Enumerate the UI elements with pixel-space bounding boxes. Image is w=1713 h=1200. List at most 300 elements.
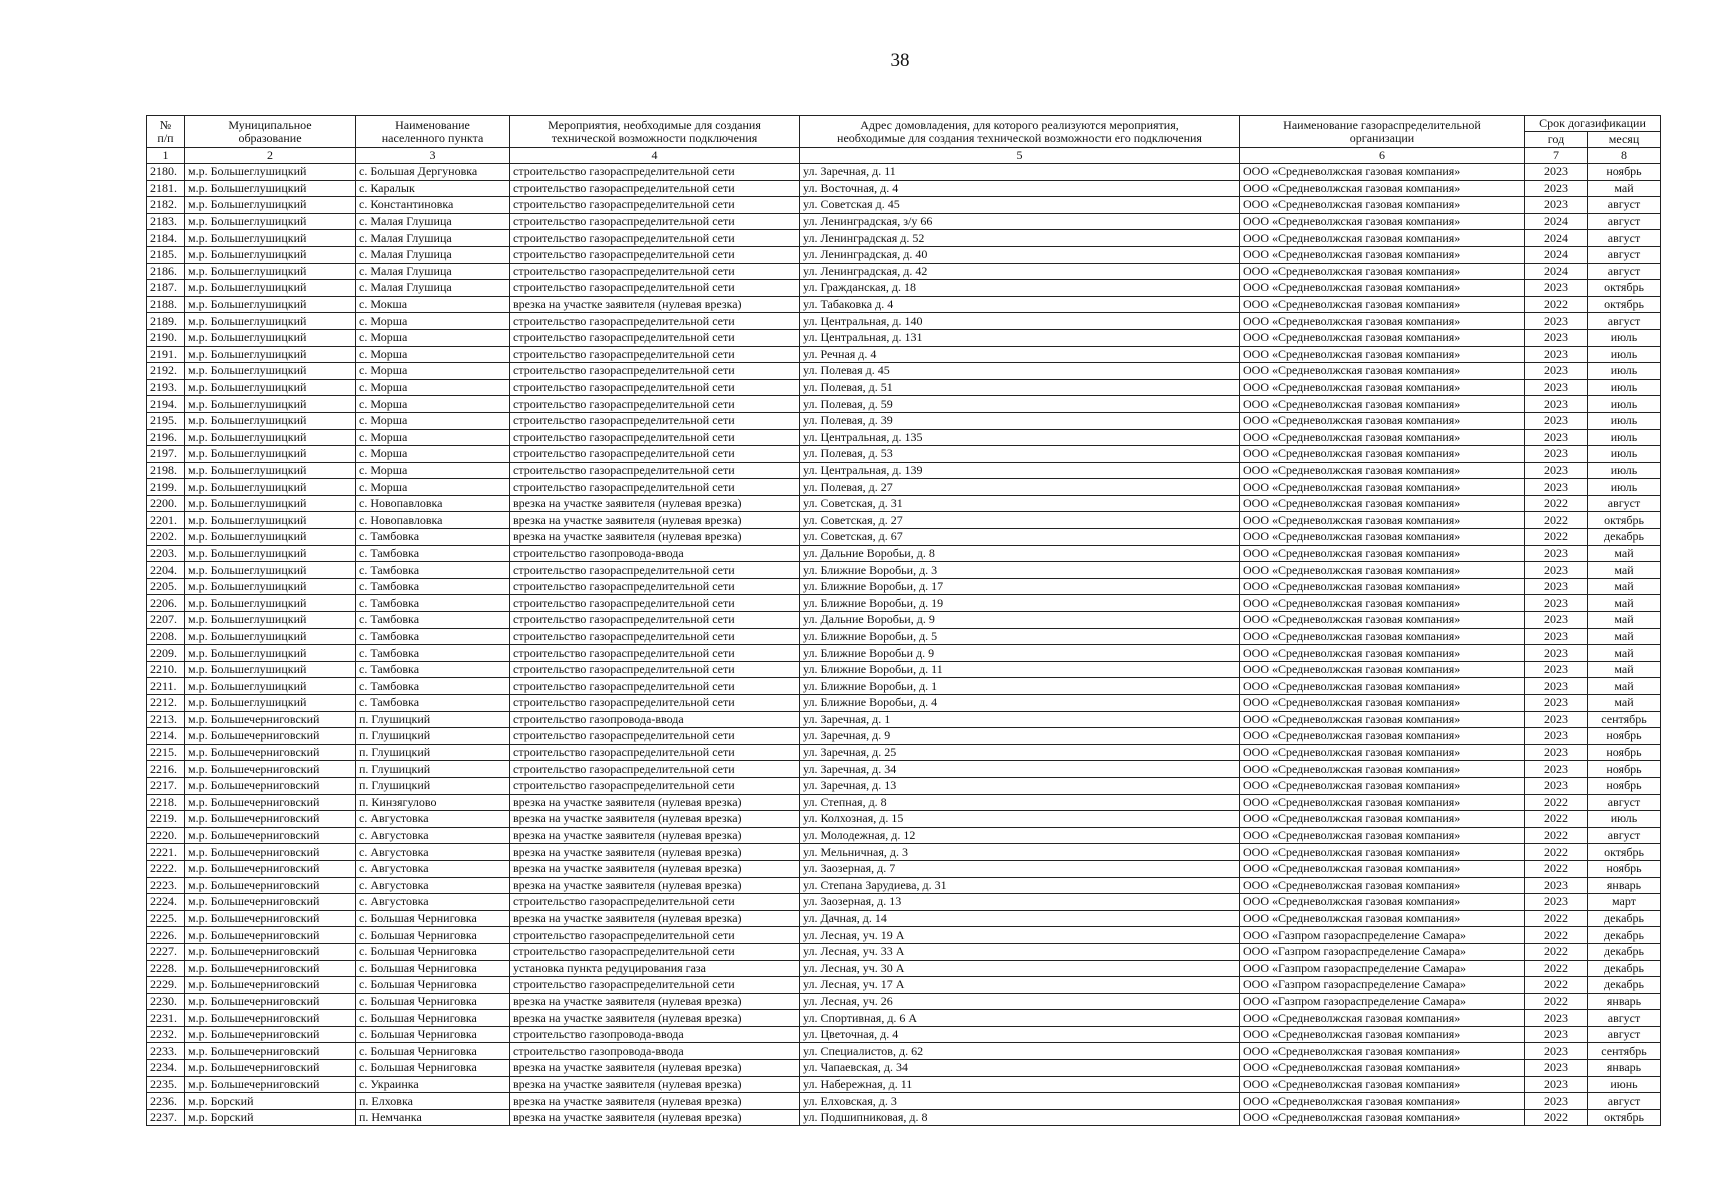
year-cell: 2023 [1525, 1093, 1588, 1110]
year-cell: 2023 [1525, 346, 1588, 363]
month-cell: сентябрь [1588, 711, 1661, 728]
row-number: 2224. [147, 894, 185, 911]
address-cell: ул. Ближние Воробьи, д. 4 [800, 695, 1240, 712]
year-cell: 2022 [1525, 495, 1588, 512]
settlement-cell: с. Большая Черниговка [356, 1043, 510, 1060]
address-cell: ул. Чапаевская, д. 34 [800, 1060, 1240, 1077]
table-row [147, 695, 1661, 712]
year-cell: 2022 [1525, 910, 1588, 927]
row-number: 2232. [147, 1026, 185, 1043]
org-cell: ООО «Средневолжская газовая компания» [1240, 412, 1525, 429]
municipality-cell: м.р. Большечерниговский [185, 794, 356, 811]
org-cell: ООО «Средневолжская газовая компания» [1240, 811, 1525, 828]
table-row [147, 545, 1661, 562]
measure-cell: строительство газопровода-ввода [510, 545, 800, 562]
municipality-cell: м.р. Большеглушицкий [185, 363, 356, 380]
municipality-cell: м.р. Большеглушицкий [185, 661, 356, 678]
measure-cell: установка пункта редуцирования газа [510, 960, 800, 977]
row-number: 2236. [147, 1093, 185, 1110]
municipality-cell: м.р. Большечерниговский [185, 827, 356, 844]
settlement-cell: с. Мокша [356, 296, 510, 313]
month-cell: август [1588, 197, 1661, 214]
row-number: 2186. [147, 263, 185, 280]
org-cell: ООО «Средневолжская газовая компания» [1240, 578, 1525, 595]
measure-cell: врезка на участке заявителя (нулевая врезка) [510, 512, 800, 529]
gasification-register-table [146, 115, 1661, 1126]
table-row [147, 744, 1661, 761]
month-cell: май [1588, 545, 1661, 562]
municipality-cell: м.р. Большеглушицкий [185, 678, 356, 695]
address-cell: ул. Центральная, д. 135 [800, 429, 1240, 446]
address-cell: ул. Елховская, д. 3 [800, 1093, 1240, 1110]
org-cell: ООО «Средневолжская газовая компания» [1240, 1060, 1525, 1077]
address-cell: ул. Лесная, уч. 33 А [800, 943, 1240, 960]
org-cell: ООО «Средневолжская газовая компания» [1240, 495, 1525, 512]
address-cell: ул. Подшипниковая, д. 8 [800, 1109, 1240, 1126]
column-index: 7 [1525, 148, 1588, 164]
settlement-cell: с. Малая Глушица [356, 230, 510, 247]
address-cell: ул. Заречная, д. 25 [800, 744, 1240, 761]
month-cell: май [1588, 578, 1661, 595]
org-cell: ООО «Средневолжская газовая компания» [1240, 1093, 1525, 1110]
address-cell: ул. Ленинградская, д. 40 [800, 246, 1240, 263]
settlement-cell: п. Кинзягулово [356, 794, 510, 811]
settlement-cell: с. Украинка [356, 1076, 510, 1093]
month-cell: август [1588, 827, 1661, 844]
year-cell: 2023 [1525, 595, 1588, 612]
measure-cell: врезка на участке заявителя (нулевая врезка) [510, 296, 800, 313]
municipality-cell: м.р. Большеглушицкий [185, 562, 356, 579]
org-cell: ООО «Средневолжская газовая компания» [1240, 1076, 1525, 1093]
measure-cell: строительство газораспределительной сети [510, 695, 800, 712]
table-row [147, 678, 1661, 695]
table-row [147, 761, 1661, 778]
row-number: 2219. [147, 811, 185, 828]
org-cell: ООО «Средневолжская газовая компания» [1240, 1109, 1525, 1126]
org-cell: ООО «Средневолжская газовая компания» [1240, 346, 1525, 363]
org-cell: ООО «Средневолжская газовая компания» [1240, 711, 1525, 728]
settlement-cell: с. Августовка [356, 860, 510, 877]
org-cell: ООО «Газпром газораспределение Самара» [1240, 943, 1525, 960]
year-cell: 2022 [1525, 827, 1588, 844]
measure-cell: строительство газораспределительной сети [510, 446, 800, 463]
org-cell: ООО «Средневолжская газовая компания» [1240, 1026, 1525, 1043]
table-row [147, 1093, 1661, 1110]
row-number: 2200. [147, 495, 185, 512]
measure-cell: строительство газораспределительной сети [510, 246, 800, 263]
table-row [147, 396, 1661, 413]
table-row [147, 844, 1661, 861]
address-cell: ул. Полевая, д. 39 [800, 412, 1240, 429]
org-cell: ООО «Средневолжская газовая компания» [1240, 728, 1525, 745]
municipality-cell: м.р. Большеглушицкий [185, 578, 356, 595]
address-cell: ул. Ленинградская д. 52 [800, 230, 1240, 247]
table-row [147, 313, 1661, 330]
row-number: 2201. [147, 512, 185, 529]
year-cell: 2023 [1525, 396, 1588, 413]
table-row [147, 943, 1661, 960]
settlement-cell: с. Тамбовка [356, 562, 510, 579]
measure-cell: строительство газораспределительной сети [510, 213, 800, 230]
row-number: 2202. [147, 529, 185, 546]
settlement-cell: с. Малая Глушица [356, 246, 510, 263]
table-row [147, 777, 1661, 794]
address-cell: ул. Речная д. 4 [800, 346, 1240, 363]
municipality-cell: м.р. Большечерниговский [185, 1026, 356, 1043]
org-cell: ООО «Средневолжская газовая компания» [1240, 595, 1525, 612]
row-number: 2217. [147, 777, 185, 794]
month-cell: январь [1588, 1060, 1661, 1077]
year-cell: 2023 [1525, 628, 1588, 645]
address-cell: ул. Ближние Воробьи, д. 3 [800, 562, 1240, 579]
measure-cell: врезка на участке заявителя (нулевая врезка) [510, 1010, 800, 1027]
month-cell: август [1588, 1093, 1661, 1110]
month-cell: июль [1588, 329, 1661, 346]
table-row [147, 612, 1661, 629]
org-cell: ООО «Средневолжская газовая компания» [1240, 263, 1525, 280]
row-number: 2199. [147, 479, 185, 496]
municipality-cell: м.р. Большеглушицкий [185, 180, 356, 197]
settlement-cell: с. Тамбовка [356, 529, 510, 546]
year-cell: 2023 [1525, 661, 1588, 678]
settlement-cell: с. Августовка [356, 844, 510, 861]
address-cell: ул. Полевая, д. 59 [800, 396, 1240, 413]
municipality-cell: м.р. Большеглушицкий [185, 612, 356, 629]
year-cell: 2023 [1525, 446, 1588, 463]
year-cell: 2023 [1525, 612, 1588, 629]
settlement-cell: с. Морша [356, 429, 510, 446]
measure-cell: строительство газораспределительной сети [510, 479, 800, 496]
settlement-cell: п. Немчанка [356, 1109, 510, 1126]
year-cell: 2023 [1525, 329, 1588, 346]
year-cell: 2022 [1525, 794, 1588, 811]
address-cell: ул. Заречная, д. 1 [800, 711, 1240, 728]
settlement-cell: с. Малая Глушица [356, 263, 510, 280]
year-cell: 2023 [1525, 1043, 1588, 1060]
org-cell: ООО «Средневолжская газовая компания» [1240, 612, 1525, 629]
header-org: Наименование газораспределительной организации [1240, 116, 1525, 148]
column-index: 4 [510, 148, 800, 164]
month-cell: март [1588, 894, 1661, 911]
table-row [147, 860, 1661, 877]
org-cell: ООО «Средневолжская газовая компания» [1240, 246, 1525, 263]
table-row [147, 993, 1661, 1010]
municipality-cell: м.р. Большеглушицкий [185, 628, 356, 645]
measure-cell: врезка на участке заявителя (нулевая врезка) [510, 910, 800, 927]
measure-cell: строительство газопровода-ввода [510, 1043, 800, 1060]
municipality-cell: м.р. Большечерниговский [185, 744, 356, 761]
settlement-cell: с. Тамбовка [356, 661, 510, 678]
municipality-cell: м.р. Большеглушицкий [185, 446, 356, 463]
page-number: 38 [890, 50, 910, 71]
address-cell: ул. Дальние Воробьи, д. 8 [800, 545, 1240, 562]
month-cell: декабрь [1588, 927, 1661, 944]
year-cell: 2023 [1525, 562, 1588, 579]
address-cell: ул. Советская, д. 31 [800, 495, 1240, 512]
measure-cell: строительство газопровода-ввода [510, 1026, 800, 1043]
table-row [147, 379, 1661, 396]
settlement-cell: с. Тамбовка [356, 678, 510, 695]
org-cell: ООО «Средневолжская газовая компания» [1240, 678, 1525, 695]
measure-cell: врезка на участке заявителя (нулевая врезка) [510, 1060, 800, 1077]
address-cell: ул. Дачная, д. 14 [800, 910, 1240, 927]
org-cell: ООО «Средневолжская газовая компания» [1240, 280, 1525, 297]
org-cell: ООО «Средневолжская газовая компания» [1240, 761, 1525, 778]
year-cell: 2023 [1525, 180, 1588, 197]
month-cell: август [1588, 1010, 1661, 1027]
measure-cell: строительство газораспределительной сети [510, 329, 800, 346]
month-cell: октябрь [1588, 512, 1661, 529]
org-cell: ООО «Средневолжская газовая компания» [1240, 213, 1525, 230]
org-cell: ООО «Средневолжская газовая компания» [1240, 545, 1525, 562]
month-cell: декабрь [1588, 529, 1661, 546]
year-cell: 2022 [1525, 844, 1588, 861]
year-cell: 2022 [1525, 927, 1588, 944]
municipality-cell: м.р. Большеглушицкий [185, 280, 356, 297]
municipality-cell: м.р. Большечерниговский [185, 728, 356, 745]
year-cell: 2024 [1525, 230, 1588, 247]
municipality-cell: м.р. Большеглушицкий [185, 529, 356, 546]
table-row [147, 794, 1661, 811]
measure-cell: строительство газораспределительной сети [510, 462, 800, 479]
measure-cell: строительство газораспределительной сети [510, 412, 800, 429]
org-cell: ООО «Средневолжская газовая компания» [1240, 562, 1525, 579]
year-cell: 2023 [1525, 412, 1588, 429]
measure-cell: строительство газораспределительной сети [510, 346, 800, 363]
municipality-cell: м.р. Большеглушицкий [185, 346, 356, 363]
municipality-cell: м.р. Большеглушицкий [185, 296, 356, 313]
month-cell: ноябрь [1588, 777, 1661, 794]
settlement-cell: с. Тамбовка [356, 595, 510, 612]
settlement-cell: п. Глушицкий [356, 761, 510, 778]
year-cell: 2022 [1525, 960, 1588, 977]
settlement-cell: с. Морша [356, 329, 510, 346]
address-cell: ул. Гражданская, д. 18 [800, 280, 1240, 297]
measure-cell: строительство газораспределительной сети [510, 927, 800, 944]
table-row [147, 412, 1661, 429]
address-cell: ул. Советская д. 45 [800, 197, 1240, 214]
column-index: 8 [1588, 148, 1661, 164]
year-cell: 2023 [1525, 695, 1588, 712]
address-cell: ул. Полевая, д. 53 [800, 446, 1240, 463]
table-row [147, 960, 1661, 977]
address-cell: ул. Заречная, д. 11 [800, 164, 1240, 181]
municipality-cell: м.р. Большечерниговский [185, 811, 356, 828]
address-cell: ул. Мельничная, д. 3 [800, 844, 1240, 861]
header-num: № п/п [147, 116, 185, 148]
row-number: 2229. [147, 977, 185, 994]
measure-cell: строительство газораспределительной сети [510, 313, 800, 330]
table-row [147, 1060, 1661, 1077]
column-index: 1 [147, 148, 185, 164]
org-cell: ООО «Средневолжская газовая компания» [1240, 910, 1525, 927]
measure-cell: строительство газораспределительной сети [510, 595, 800, 612]
table-row [147, 595, 1661, 612]
month-cell: октябрь [1588, 280, 1661, 297]
municipality-cell: м.р. Большеглушицкий [185, 396, 356, 413]
table-row [147, 180, 1661, 197]
settlement-cell: с. Новопавловка [356, 495, 510, 512]
month-cell: ноябрь [1588, 728, 1661, 745]
municipality-cell: м.р. Большеглушицкий [185, 429, 356, 446]
municipality-cell: м.р. Большеглушицкий [185, 230, 356, 247]
row-number: 2183. [147, 213, 185, 230]
org-cell: ООО «Средневолжская газовая компания» [1240, 429, 1525, 446]
municipality-cell: м.р. Большечерниговский [185, 844, 356, 861]
settlement-cell: с. Каралык [356, 180, 510, 197]
month-cell: май [1588, 628, 1661, 645]
row-number: 2197. [147, 446, 185, 463]
settlement-cell: с. Константиновка [356, 197, 510, 214]
year-cell: 2024 [1525, 213, 1588, 230]
month-cell: ноябрь [1588, 860, 1661, 877]
municipality-cell: м.р. Борский [185, 1109, 356, 1126]
settlement-cell: с. Тамбовка [356, 612, 510, 629]
org-cell: ООО «Средневолжская газовая компания» [1240, 529, 1525, 546]
month-cell: декабрь [1588, 943, 1661, 960]
org-cell: ООО «Средневолжская газовая компания» [1240, 645, 1525, 662]
row-number: 2181. [147, 180, 185, 197]
address-cell: ул. Центральная, д. 139 [800, 462, 1240, 479]
municipality-cell: м.р. Большеглушицкий [185, 379, 356, 396]
row-number: 2226. [147, 927, 185, 944]
month-cell: май [1588, 612, 1661, 629]
settlement-cell: с. Морша [356, 363, 510, 380]
month-cell: август [1588, 794, 1661, 811]
row-number: 2206. [147, 595, 185, 612]
municipality-cell: м.р. Большечерниговский [185, 1010, 356, 1027]
measure-cell: строительство газораспределительной сети [510, 894, 800, 911]
address-cell: ул. Полевая, д. 27 [800, 479, 1240, 496]
column-index: 6 [1240, 148, 1525, 164]
measure-cell: строительство газораспределительной сети [510, 628, 800, 645]
municipality-cell: м.р. Большечерниговский [185, 761, 356, 778]
settlement-cell: п. Глушицкий [356, 728, 510, 745]
month-cell: июль [1588, 396, 1661, 413]
org-cell: ООО «Средневолжская газовая компания» [1240, 628, 1525, 645]
settlement-cell: с. Тамбовка [356, 545, 510, 562]
table-row [147, 246, 1661, 263]
year-cell: 2023 [1525, 777, 1588, 794]
address-cell: ул. Лесная, уч. 26 [800, 993, 1240, 1010]
row-number: 2189. [147, 313, 185, 330]
settlement-cell: п. Глушицкий [356, 711, 510, 728]
address-cell: ул. Степана Зарудиева, д. 31 [800, 877, 1240, 894]
address-cell: ул. Советская, д. 67 [800, 529, 1240, 546]
year-cell: 2023 [1525, 645, 1588, 662]
column-index: 2 [185, 148, 356, 164]
month-cell: август [1588, 1026, 1661, 1043]
row-number: 2194. [147, 396, 185, 413]
row-number: 2210. [147, 661, 185, 678]
settlement-cell: с. Августовка [356, 811, 510, 828]
month-cell: январь [1588, 877, 1661, 894]
year-cell: 2023 [1525, 379, 1588, 396]
municipality-cell: м.р. Большеглушицкий [185, 263, 356, 280]
org-cell: ООО «Средневолжская газовая компания» [1240, 379, 1525, 396]
address-cell: ул. Заречная, д. 9 [800, 728, 1240, 745]
address-cell: ул. Заречная, д. 13 [800, 777, 1240, 794]
row-number: 2216. [147, 761, 185, 778]
month-cell: январь [1588, 993, 1661, 1010]
measure-cell: врезка на участке заявителя (нулевая врезка) [510, 1093, 800, 1110]
municipality-cell: м.р. Большеглушицкий [185, 313, 356, 330]
row-number: 2234. [147, 1060, 185, 1077]
org-cell: ООО «Средневолжская газовая компания» [1240, 1010, 1525, 1027]
row-number: 2227. [147, 943, 185, 960]
municipality-cell: м.р. Большечерниговский [185, 877, 356, 894]
address-cell: ул. Колхозная, д. 15 [800, 811, 1240, 828]
address-cell: ул. Центральная, д. 131 [800, 329, 1240, 346]
municipality-cell: м.р. Большечерниговский [185, 977, 356, 994]
header-row [147, 116, 1661, 132]
row-number: 2207. [147, 612, 185, 629]
address-cell: ул. Советская, д. 27 [800, 512, 1240, 529]
address-cell: ул. Лесная, уч. 30 А [800, 960, 1240, 977]
year-cell: 2023 [1525, 313, 1588, 330]
year-cell: 2023 [1525, 545, 1588, 562]
measure-cell: строительство газораспределительной сети [510, 396, 800, 413]
row-number: 2233. [147, 1043, 185, 1060]
row-number: 2182. [147, 197, 185, 214]
municipality-cell: м.р. Большечерниговский [185, 860, 356, 877]
month-cell: ноябрь [1588, 164, 1661, 181]
year-cell: 2022 [1525, 943, 1588, 960]
month-cell: май [1588, 562, 1661, 579]
measure-cell: врезка на участке заявителя (нулевая врезка) [510, 529, 800, 546]
header-measure: Мероприятия, необходимые для создания технической возможности подключения [510, 116, 800, 148]
municipality-cell: м.р. Большеглушицкий [185, 197, 356, 214]
municipality-cell: м.р. Большеглушицкий [185, 329, 356, 346]
municipality-cell: м.р. Большеглушицкий [185, 512, 356, 529]
year-cell: 2022 [1525, 860, 1588, 877]
org-cell: ООО «Средневолжская газовая компания» [1240, 230, 1525, 247]
org-cell: ООО «Средневолжская газовая компания» [1240, 827, 1525, 844]
municipality-cell: м.р. Большечерниговский [185, 1076, 356, 1093]
year-cell: 2023 [1525, 1076, 1588, 1093]
month-cell: декабрь [1588, 960, 1661, 977]
row-number: 2221. [147, 844, 185, 861]
month-cell: август [1588, 263, 1661, 280]
municipality-cell: м.р. Большечерниговский [185, 777, 356, 794]
settlement-cell: с. Августовка [356, 894, 510, 911]
measure-cell: строительство газораспределительной сети [510, 977, 800, 994]
year-cell: 2023 [1525, 164, 1588, 181]
row-number: 2235. [147, 1076, 185, 1093]
org-cell: ООО «Средневолжская газовая компания» [1240, 313, 1525, 330]
row-number: 2180. [147, 164, 185, 181]
year-cell: 2022 [1525, 993, 1588, 1010]
row-number: 2208. [147, 628, 185, 645]
measure-cell: врезка на участке заявителя (нулевая врезка) [510, 1109, 800, 1126]
settlement-cell: с. Морша [356, 462, 510, 479]
municipality-cell: м.р. Большеглушицкий [185, 695, 356, 712]
address-cell: ул. Ленинградская, д. 42 [800, 263, 1240, 280]
month-cell: ноябрь [1588, 761, 1661, 778]
header-municipality: Муниципальное образование [185, 116, 356, 148]
month-cell: июль [1588, 379, 1661, 396]
settlement-cell: с. Морша [356, 396, 510, 413]
settlement-cell: с. Новопавловка [356, 512, 510, 529]
month-cell: май [1588, 661, 1661, 678]
month-cell: май [1588, 595, 1661, 612]
measure-cell: врезка на участке заявителя (нулевая врезка) [510, 1076, 800, 1093]
settlement-cell: с. Морша [356, 412, 510, 429]
measure-cell: врезка на участке заявителя (нулевая врезка) [510, 794, 800, 811]
address-cell: ул. Заозерная, д. 7 [800, 860, 1240, 877]
year-cell: 2023 [1525, 197, 1588, 214]
year-cell: 2023 [1525, 711, 1588, 728]
